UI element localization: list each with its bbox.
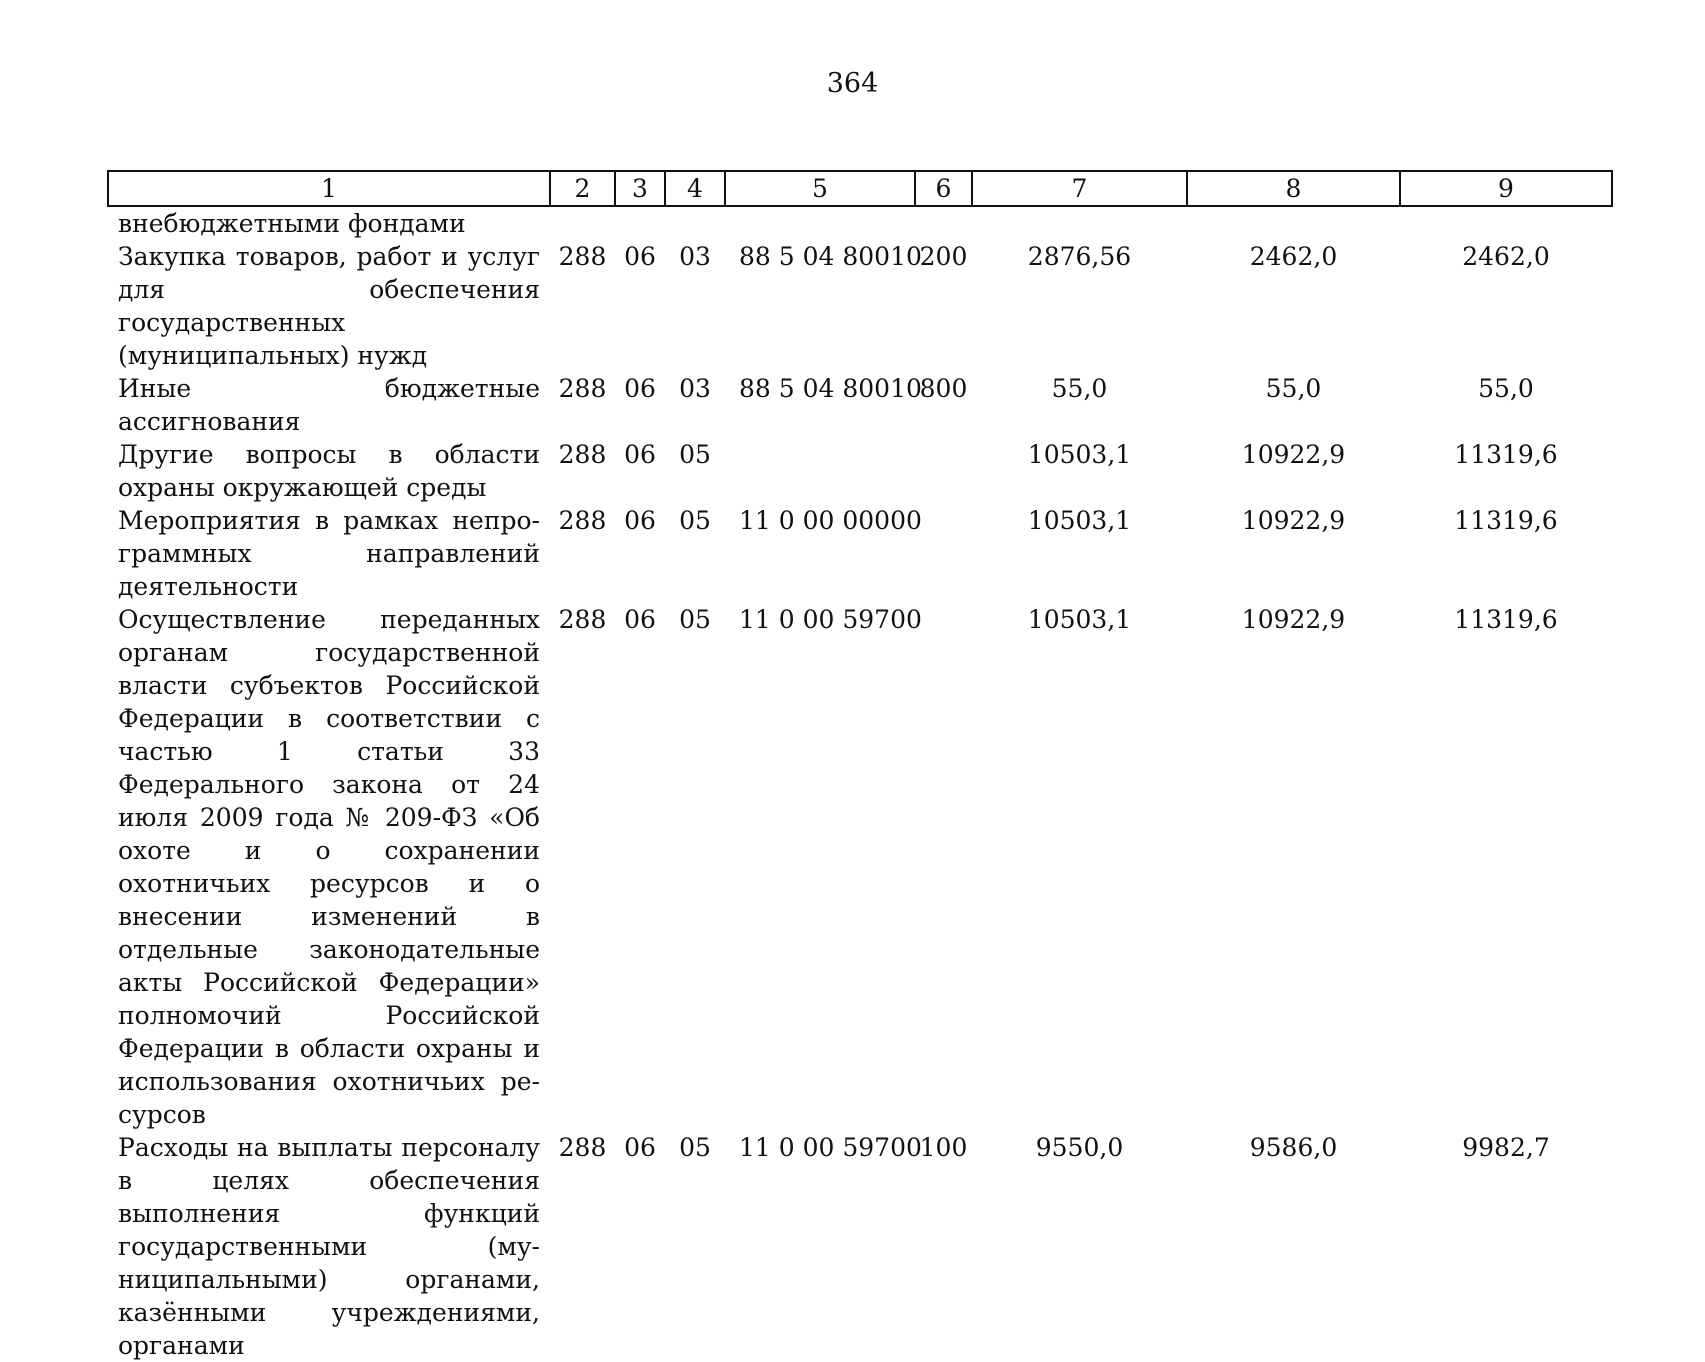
cell-admin-code: 288 <box>558 440 607 469</box>
cell-expense-type <box>915 603 972 1131</box>
cell-amount-8: 10922,9 <box>1241 440 1346 469</box>
cell-target-article: 11 0 00 59700 <box>739 1133 922 1162</box>
row-name-cell: Иные бюджетные ассигнования <box>118 374 540 436</box>
cell-amount-7 <box>972 206 1187 240</box>
table-row <box>108 1131 1612 1362</box>
cell-expense-type <box>915 504 972 603</box>
cell-amount-7: 55,0 <box>1051 374 1108 403</box>
cell-admin-code: 288 <box>558 374 607 403</box>
cell-subsection: 03 <box>679 242 711 271</box>
cell-section: 06 <box>624 1133 656 1162</box>
cell-subsection <box>665 206 725 240</box>
cell-amount-8: 55,0 <box>1265 374 1322 403</box>
cell-admin-code: 288 <box>558 1133 607 1162</box>
column-header-4: 4 <box>665 171 725 206</box>
cell-section: 06 <box>624 605 656 634</box>
cell-section <box>615 206 665 240</box>
column-header-8: 8 <box>1187 171 1400 206</box>
cell-section: 06 <box>624 440 656 469</box>
cell-amount-8: 9586,0 <box>1249 1133 1338 1162</box>
table-row <box>108 438 1612 504</box>
cell-amount-9: 9982,7 <box>1462 1133 1550 1162</box>
cell-amount-7: 10503,1 <box>1027 440 1132 469</box>
row-name-cell: Расходы на выплаты персоналу в целях обеспечения выполнения функций государственными (муниципальными) органами, казёнными учреждениями, органами <box>118 1133 540 1360</box>
row-name-cell: Закупка товаров, работ и услуг для обеспечения государственных (муниципальных) нужд <box>118 242 540 370</box>
cell-amount-9: 55,0 <box>1478 374 1534 403</box>
column-header-2: 2 <box>550 171 615 206</box>
cell-amount-7: 10503,1 <box>1027 506 1132 535</box>
cell-target-article <box>725 206 915 240</box>
cell-amount-7: 2876,56 <box>1027 242 1132 271</box>
cell-amount-9: 2462,0 <box>1462 242 1550 271</box>
column-header-1: 1 <box>108 171 550 206</box>
table-row <box>108 372 1612 438</box>
row-name-cell: Осуществление переданных органам государственной власти субъектов Российской Федерации в соответствии с частью 1 статьи 33 Федерального закона от 24 июля 2009 года № 209-ФЗ «Об охоте и о сохранении охотничьих ресурсов и о внесении изменений в отдельные законодательные акты Российской Федерации» полномочий Российской Федерации в области охраны и использования охотничьих ресурсов <box>118 605 540 1129</box>
column-header-7: 7 <box>972 171 1187 206</box>
cell-amount-9: 11319,6 <box>1454 506 1558 535</box>
cell-amount-8: 2462,0 <box>1249 242 1338 271</box>
cell-amount-8: 10922,9 <box>1241 506 1346 535</box>
column-header-9: 9 <box>1400 171 1612 206</box>
cell-target-article <box>725 438 915 504</box>
cell-expense-type <box>915 438 972 504</box>
cell-admin-code: 288 <box>558 506 607 535</box>
cell-admin-code <box>550 206 615 240</box>
cell-target-article: 11 0 00 59700 <box>739 605 922 634</box>
cell-amount-8 <box>1187 206 1400 240</box>
cell-amount-8: 10922,9 <box>1241 605 1346 634</box>
cell-amount-9: 11319,6 <box>1454 440 1558 469</box>
cell-target-article: 88 5 04 80010 <box>739 374 922 403</box>
cell-admin-code: 288 <box>558 242 607 271</box>
cell-amount-9: 11319,6 <box>1454 605 1558 634</box>
table-row <box>108 504 1612 603</box>
cell-section: 06 <box>624 242 656 271</box>
cell-subsection: 05 <box>679 506 711 535</box>
table-row <box>108 206 1612 240</box>
cell-expense-type: 200 <box>919 242 968 271</box>
row-name-cell: Мероприятия в рамках непрограммных направлений деятельности <box>118 506 540 601</box>
page-number: 364 <box>826 68 879 99</box>
cell-subsection: 05 <box>679 440 711 469</box>
column-header-5: 5 <box>725 171 915 206</box>
cell-subsection: 05 <box>679 605 711 634</box>
table-row <box>108 603 1612 1131</box>
cell-section: 06 <box>624 374 656 403</box>
table-header-row <box>108 171 1612 206</box>
cell-expense-type <box>915 206 972 240</box>
cell-admin-code: 288 <box>558 605 607 634</box>
cell-amount-7: 10503,1 <box>1027 605 1132 634</box>
column-header-6: 6 <box>915 171 972 206</box>
row-name-cell: Другие вопросы в области охраны окружающей среды <box>118 440 540 502</box>
cell-section: 06 <box>624 506 656 535</box>
column-header-3: 3 <box>615 171 665 206</box>
row-name-cell: внебюджетными фондами <box>118 209 466 238</box>
cell-expense-type: 100 <box>919 1133 968 1162</box>
cell-amount-9 <box>1400 206 1612 240</box>
cell-expense-type: 800 <box>919 374 968 403</box>
cell-subsection: 05 <box>679 1133 711 1162</box>
cell-subsection: 03 <box>679 374 711 403</box>
cell-target-article: 88 5 04 80010 <box>739 242 922 271</box>
cell-target-article: 11 0 00 00000 <box>739 506 922 535</box>
table-row <box>108 240 1612 372</box>
budget-table <box>107 170 1613 1362</box>
cell-amount-7: 9550,0 <box>1035 1133 1124 1162</box>
